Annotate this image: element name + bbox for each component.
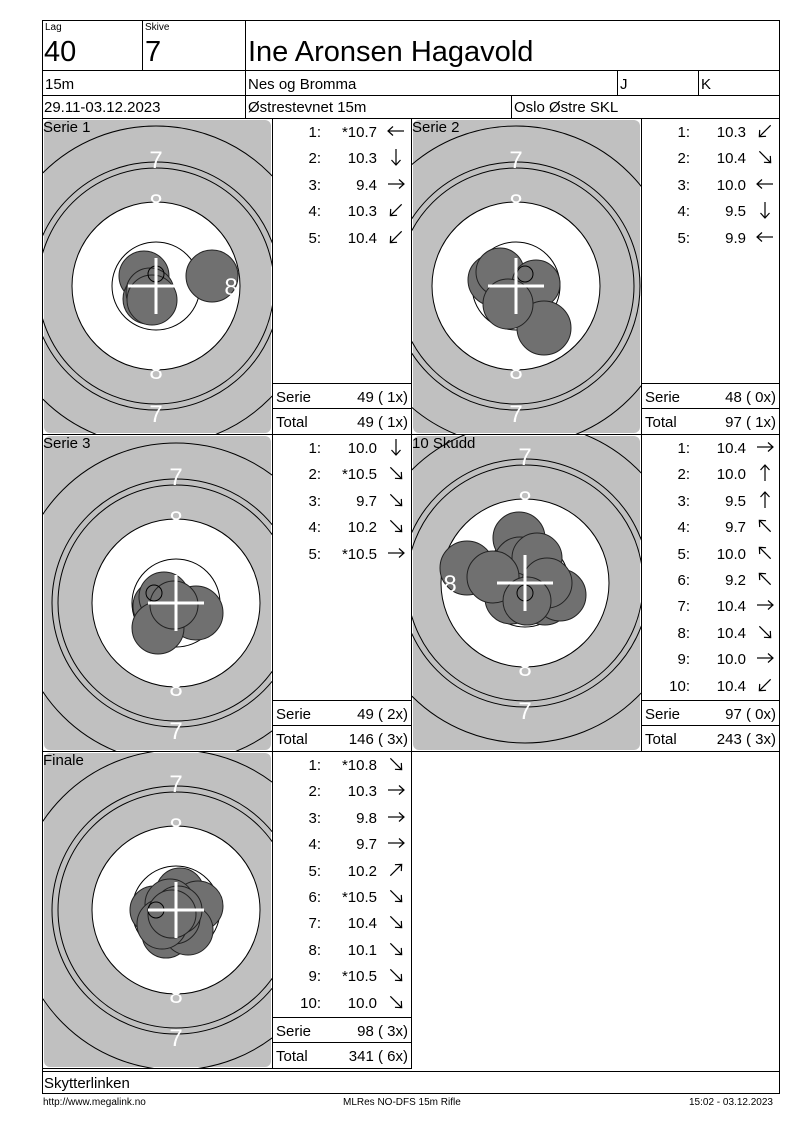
shot-number: 7: [308,915,321,933]
shot-number: 8: [308,941,321,959]
target-10-skudd [412,435,641,751]
shot-row [273,488,411,514]
total-value: 49 ( 1x) [357,414,408,431]
direction-arrow-icon [754,490,776,510]
serie-value: 97 ( 0x) [725,706,776,723]
direction-arrow-icon [754,227,776,247]
shot-row [642,119,779,145]
skive-value: 7 [145,36,162,68]
shot-value: *10.5 [341,889,377,906]
shot-number: 1: [308,757,321,774]
direction-arrow-icon [754,595,776,615]
target-graphic [43,119,272,434]
total-row [642,726,779,750]
ring-number: 8 [169,814,183,841]
total-row [273,1043,411,1067]
club: Nes og Bromma [248,76,357,93]
total-row [642,409,779,433]
shot-number: 5: [308,545,321,563]
total-row [273,726,411,750]
shot-value: 9.4 [356,176,377,194]
serie-row [642,384,779,408]
ring-number: 7 [169,718,183,745]
shot-value: 10.1 [347,941,377,959]
shot-row [273,514,411,540]
shot-value: 10.0 [347,440,377,457]
ring-number: 8 [94,898,108,925]
target-serie-3 [43,435,272,751]
shot-value: 9.5 [725,203,746,221]
shot-row [273,541,411,567]
shot-value: 9.5 [725,492,746,510]
shot-list-serie-2 [642,119,779,383]
shot-row [642,593,779,619]
total-value: 146 ( 3x) [348,731,408,748]
target-graphic [412,435,641,751]
shot-value: 9.9 [725,229,746,247]
shot-number: 3: [677,176,690,194]
shot-number: 6: [677,572,690,589]
target-graphic [43,435,272,751]
shot-number: 2: [308,783,321,801]
ring-number: 8 [169,507,183,534]
target-finale [43,752,272,1068]
shot-row [642,567,779,593]
shot-number: 10: [669,677,690,695]
direction-arrow-icon [754,543,776,563]
shot-value: 10.0 [347,994,377,1012]
ring-number: 8 [518,487,532,514]
direction-arrow-icon [385,912,407,932]
serie-label: Serie [645,389,681,406]
direction-arrow-icon [754,437,776,457]
ring-number: 8 [169,675,183,702]
header-line-1 [42,70,780,71]
target-serie-1 [43,119,272,434]
shot-value: 10.0 [716,651,746,669]
total-label: Total [276,1048,308,1065]
shot-row [273,752,411,778]
shot-number: 10: [300,994,321,1012]
direction-arrow-icon [754,675,776,695]
shot-hole [148,890,196,938]
shot-number: 1: [308,124,321,141]
lag-label: Lag [45,22,62,33]
ring-number: 7 [169,464,183,491]
event: Østrestevnet 15m [248,99,367,116]
total-value: 341 ( 6x) [348,1048,408,1065]
frame-right [779,20,780,1094]
shot-number: 4: [677,519,690,537]
ring-number: 8 [94,591,108,618]
direction-arrow-icon [385,965,407,985]
ring-number: 8 [244,591,258,618]
total-label: Total [645,731,677,748]
target-graphic [412,119,641,434]
class-k: K [701,76,712,93]
shot-number: 5: [677,229,690,247]
shot-number: 3: [308,809,321,827]
ring-number: 8 [509,190,523,217]
serie-value: 49 ( 1x) [357,389,408,406]
shot-number: 3: [308,492,321,510]
ring-number: 7 [149,401,163,428]
shot-value: 10.4 [347,229,377,247]
ring-number: 8 [244,898,258,925]
shot-number: 2: [677,150,690,168]
direction-arrow-icon [385,543,407,563]
serie-value: 98 ( 3x) [357,1023,408,1040]
serie-label: Serie [276,706,312,723]
direction-arrow-icon [385,174,407,194]
total-row [273,409,411,433]
shot-value: *10.8 [341,757,377,774]
shot-row [273,805,411,831]
direction-arrow-icon [385,516,407,536]
shot-row [273,884,411,910]
ring-number: 8 [593,571,607,598]
shot-value: 9.7 [356,836,377,854]
ring-number: 7 [149,147,163,174]
shot-row [273,778,411,804]
shot-number: 9: [677,651,690,669]
shot-row [273,145,411,171]
skive-label: Skive [145,22,170,33]
direction-arrow-icon [754,622,776,642]
direction-arrow-icon [754,147,776,167]
direction-arrow-icon [754,516,776,536]
shot-value: 10.2 [347,862,377,880]
panel-title: Serie 3 [43,435,91,452]
shot-row [273,990,411,1016]
shot-row [273,858,411,884]
shot-row [273,910,411,936]
direction-arrow-icon [385,437,407,457]
shot-value: 10.0 [716,176,746,194]
shot-row [642,435,779,461]
shot-number: 5: [308,862,321,880]
shot-value: 10.3 [347,203,377,221]
direction-arrow-icon [385,833,407,853]
shot-row [273,831,411,857]
shot-number: 4: [677,203,690,221]
shot-number: 6: [308,889,321,906]
shot-number: 4: [308,836,321,854]
total-value: 97 ( 1x) [725,414,776,431]
ring-number: 7 [509,401,523,428]
direction-arrow-icon [385,463,407,483]
shot-value: *10.5 [341,545,377,563]
direction-arrow-icon [754,648,776,668]
ring-number: 8 [443,571,457,598]
class-j: J [620,76,628,93]
direction-arrow-icon [385,754,407,774]
shot-number: 2: [308,466,321,484]
ring-number: 8 [169,982,183,1009]
direction-arrow-icon [385,780,407,800]
serie-value: 49 ( 2x) [357,706,408,723]
frame-top [42,20,780,21]
shot-row [642,172,779,198]
shot-number: 3: [677,492,690,510]
shot-row [273,435,411,461]
shot-number: 8: [677,624,690,642]
grid-hline-footer [42,1071,780,1072]
direction-arrow-icon [385,200,407,220]
shot-list-serie-3 [273,435,411,700]
ring-number: 8 [584,274,598,301]
shot-number: 2: [677,466,690,484]
dates: 29.11-03.12.2023 [44,99,161,116]
header-vline-j [617,70,618,95]
target-serie-2 [412,119,641,434]
grid-hline-bottom [42,1068,412,1069]
target-graphic [43,752,272,1068]
serie-row [273,701,411,725]
panel-title: Serie 1 [43,119,91,136]
direction-arrow-icon [385,147,407,167]
shot-value: 9.7 [725,519,746,537]
direction-arrow-icon [754,174,776,194]
shot-value: 10.4 [716,598,746,616]
total-label: Total [645,414,677,431]
direction-arrow-icon [385,992,407,1012]
ring-number: 7 [518,444,532,471]
panel-title: Serie 2 [412,119,460,136]
direction-arrow-icon [385,807,407,827]
shot-value: 10.0 [716,466,746,484]
header-vline-main [245,20,246,118]
shot-row [642,488,779,514]
ring-number: 7 [518,698,532,725]
shot-row [642,461,779,487]
shot-number: 5: [677,545,690,563]
shot-number: 2: [308,150,321,168]
shot-row [642,646,779,672]
shot-number: 1: [677,124,690,141]
shot-list-10-skudd [642,435,779,700]
direction-arrow-icon [754,121,776,141]
shot-row [642,225,779,251]
shot-number: 4: [308,203,321,221]
direction-arrow-icon [385,939,407,959]
shot-value: 10.4 [716,677,746,695]
shot-value: 9.2 [725,572,746,589]
serie-row [273,384,411,408]
direction-arrow-icon [754,200,776,220]
footer-timestamp: 15:02 - 03.12.2023 [689,1097,773,1108]
direction-arrow-icon [385,490,407,510]
shot-value: 10.4 [716,150,746,168]
shot-number: 1: [677,440,690,457]
ring-number: 7 [169,771,183,798]
shot-row [273,461,411,487]
shot-row [273,963,411,989]
shot-value: *10.5 [341,968,377,986]
total-value: 243 ( 3x) [716,731,776,748]
footer-system: MLRes NO-DFS 15m Rifle [343,1097,461,1108]
shot-value: *10.7 [341,124,377,141]
direction-arrow-icon [385,227,407,247]
shot-row [273,198,411,224]
shot-number: 9: [308,968,321,986]
shot-row [642,145,779,171]
shot-hole [150,581,198,629]
shot-list-finale [273,752,411,1017]
panel-title: Finale [43,752,84,769]
total-label: Total [276,414,308,431]
ring-number: 8 [434,274,448,301]
shot-number: 7: [677,598,690,616]
distance: 15m [45,76,75,93]
shot-row [642,541,779,567]
direction-arrow-icon [754,569,776,589]
direction-arrow-icon [385,886,407,906]
ring-number: 7 [509,147,523,174]
shot-number: 4: [308,519,321,537]
frame-bottom [42,1093,780,1094]
serie-label: Serie [276,389,312,406]
shot-value: 10.3 [347,150,377,168]
shot-row [273,937,411,963]
shot-row [273,172,411,198]
shot-value: 10.4 [716,624,746,642]
header-vline-lag [142,20,143,70]
shot-value: 10.3 [347,783,377,801]
ring-number: 8 [518,655,532,682]
shot-value: 9.7 [356,492,377,510]
direction-arrow-icon [754,463,776,483]
serie-row [273,1018,411,1042]
footer-url[interactable]: http://www.megalink.no [43,1097,146,1108]
header-vline-org [511,95,512,118]
ring-number: 8 [74,274,88,301]
lag-value: 40 [44,36,77,68]
shot-value: 9.8 [356,809,377,827]
serie-label: Serie [645,706,681,723]
shot-row [642,514,779,540]
shot-value: 10.4 [716,440,746,457]
direction-arrow-icon [385,860,407,880]
total-label: Total [276,731,308,748]
ring-number: 7 [169,1025,183,1052]
shot-number: 1: [308,440,321,457]
serie-row [642,701,779,725]
serie-label: Serie [276,1023,312,1040]
shot-value: 10.4 [347,915,377,933]
ring-number: 8 [149,190,163,217]
header-line-2 [42,95,780,96]
shot-row [273,225,411,251]
shot-value: 10.0 [716,545,746,563]
shot-row [642,620,779,646]
shot-list-serie-1 [273,119,411,383]
organizer: Oslo Østre SKL [514,99,619,116]
ring-number: 8 [224,274,238,301]
shot-row [273,119,411,145]
serie-value: 48 ( 0x) [725,389,776,406]
shot-number: 3: [308,176,321,194]
header-vline-k [698,70,699,95]
shot-value: *10.5 [341,466,377,484]
panel-title: 10 Skudd [412,435,476,452]
shot-number: 5: [308,229,321,247]
direction-arrow-icon [385,121,407,141]
shooter-name: Ine Aronsen Hagavold [248,36,534,68]
shot-row [642,198,779,224]
shot-row [642,673,779,699]
ring-number: 8 [149,358,163,385]
ring-number: 8 [509,358,523,385]
shot-hole [127,275,177,325]
footer-brand: Skytterlinken [44,1075,130,1092]
shot-value: 10.3 [716,124,746,141]
shot-value: 10.2 [347,519,377,537]
